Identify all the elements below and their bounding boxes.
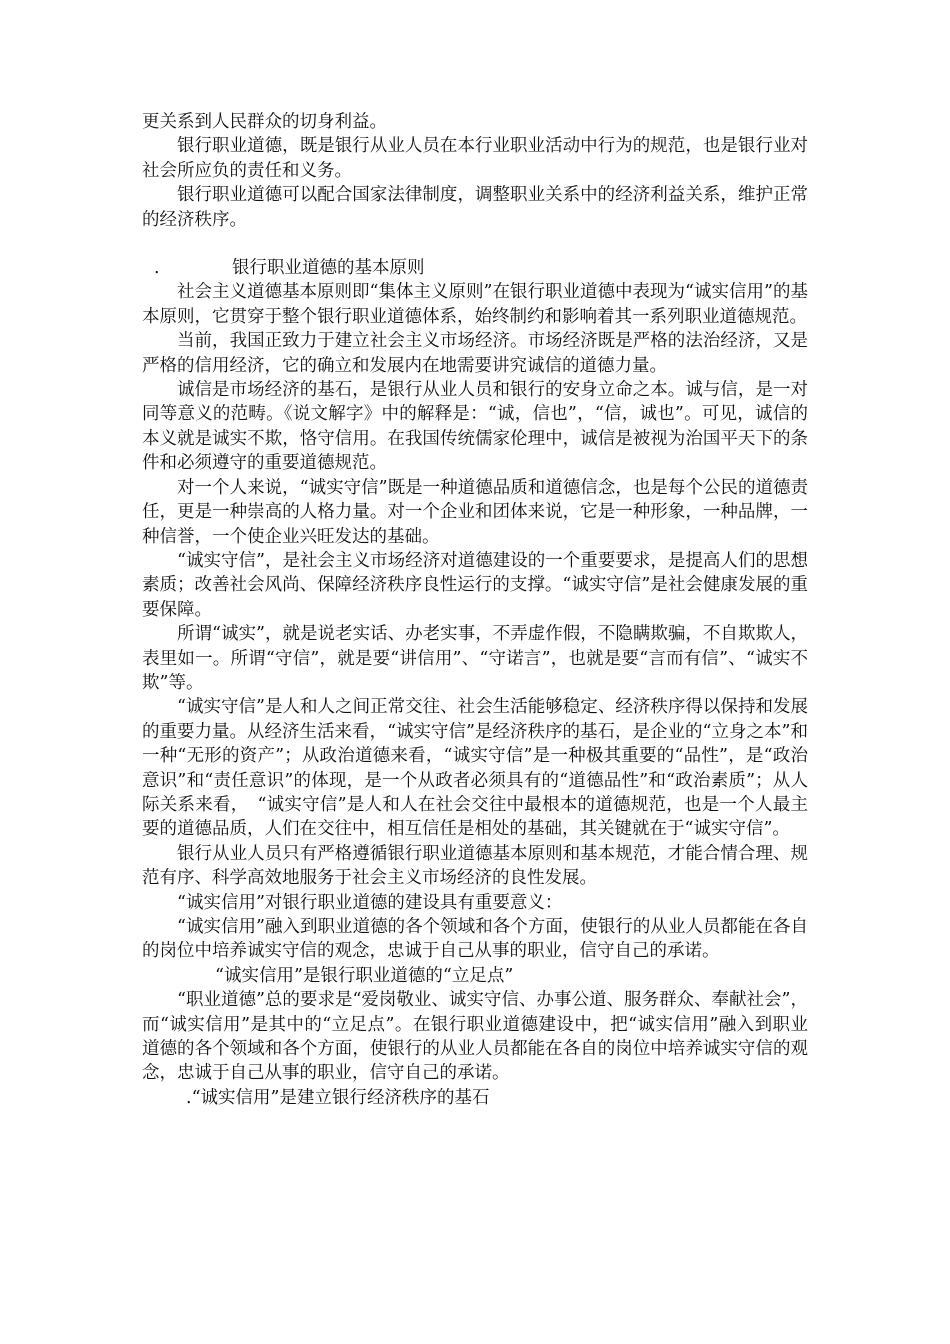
paragraph-5: 诚信是市场经济的基石，是银行从业人员和银行的安身立命之本。诚与信，是一对同等意义的范畴。《说文解字》中的解释是：“诚，信也”，“信，诚也”。可见，诚信的本义就是诚实不欺，恪守信用。在我国传统儒家伦理中，诚信是被视为治国平天下的条件和必须遵守的重要道德规范。 (142, 380, 808, 474)
section-heading-text: 银行职业道德的基本原则 (232, 258, 425, 279)
paragraph-9: “诚实守信”是人和人之间正常交往、社会生活能够稳定、经济秩序得以保持和发展的重要力量。从经济生活来看，“诚实守信”是经济秩序的基石，是企业的“立身之本”和一种“无形的资产”；从政治道德来看，“诚实守信”是一种极其重要的“品性”，是“政治意识”和“责任意识”的体现，是一个从政者必须具有的“道德品性”和“政治素质”；从人际关系来看， “诚实守信”是人和人在社会交往中最根本的道德规范，也是一个人最主要的道德品质，人们在交往中，相互信任是相处的基础，其关键就在于“诚实守信”。 (142, 697, 808, 840)
paragraph-1: 银行职业道德，既是银行从业人员在本行业职业活动中行为的规范，也是银行业对社会所应负的责任和义务。 (142, 136, 808, 181)
blank-line (142, 232, 808, 256)
paragraph-6: 对一个人来说，“诚实守信”既是一种道德品质和道德信念，也是每个公民的道德责任，更是一种崇高的人格力量。对一个企业和团体来说，它是一种形象，一种品牌，一种信誉，一个使企业兴旺发达的基础。 (142, 477, 808, 547)
section-heading-number: . (154, 258, 160, 279)
paragraph-7: “诚实守信”，是社会主义市场经济对道德建设的一个重要要求，是提高人们的思想素质；改善社会风尚、保障经济秩序良性运行的支撑。“诚实守信”是社会健康发展的重要保障。 (142, 550, 808, 620)
paragraph-8: 所谓“诚实”，就是说老实话、办老实事，不弄虚作假，不隐瞒欺骗，不自欺欺人，表里如一。所谓“守信”，就是要“讲信用”、“守诺言”，也就是要“言而有信”、“诚实不欺”等。 (142, 624, 808, 693)
paragraph-12: “诚实信用”融入到职业道德的各个领域和各个方面，使银行的从业人员都能在各自的岗位中培养诚实守信的观念，忠诚于自己从事的职业，信守自己的承诺。 (142, 917, 808, 962)
paragraph-13: “职业道德”总的要求是“爱岗敬业、诚实守信、办事公道、服务群众、奉献社会”，而“诚实信用”是其中的“立足点”。在银行职业道德建设中，把“诚实信用”融入到职业道德的各个领域和各个方面，使银行的从业人员都能在各自的岗位中培养诚实守信的观念，忠诚于自己从事的职业，信守自己的承诺。 (142, 990, 808, 1084)
sub-heading-2: .“诚实信用”是建立银行经济秩序的基石 (186, 1087, 490, 1108)
sub-heading-1: “诚实信用”是银行职业道德的“立足点” (215, 965, 514, 986)
document-page (142, 110, 808, 1110)
paragraph-3: 社会主义道德基本原则即“集体主义原则”在银行职业道德中表现为“诚实信用”的基本原则，它贯穿于整个银行职业道德体系，始终制约和影响着其一系列职业道德规范。 (142, 282, 808, 327)
paragraph-10: 银行从业人员只有严格遵循银行职业道德基本原则和基本规范，才能合情合理、规范有序、科学高效地服务于社会主义市场经济的良性发展。 (142, 843, 808, 889)
section-heading (142, 256, 808, 280)
paragraph-2: 银行职业道德可以配合国家法律制度，调整职业关系中的经济利益关系，维护正常的经济秩序。 (142, 185, 808, 230)
paragraph-11: “诚实信用”对银行职业道德的建设具有重要意义： (177, 892, 563, 913)
paragraph-intro-tail: 更关系到人民群众的切身利益。 (142, 112, 387, 132)
paragraph-4: 当前，我国正致力于建立社会主义市场经济。市场经济既是严格的法治经济，又是严格的信用经济，它的确立和发展内在地需要讲究诚信的道德力量。 (142, 331, 808, 376)
